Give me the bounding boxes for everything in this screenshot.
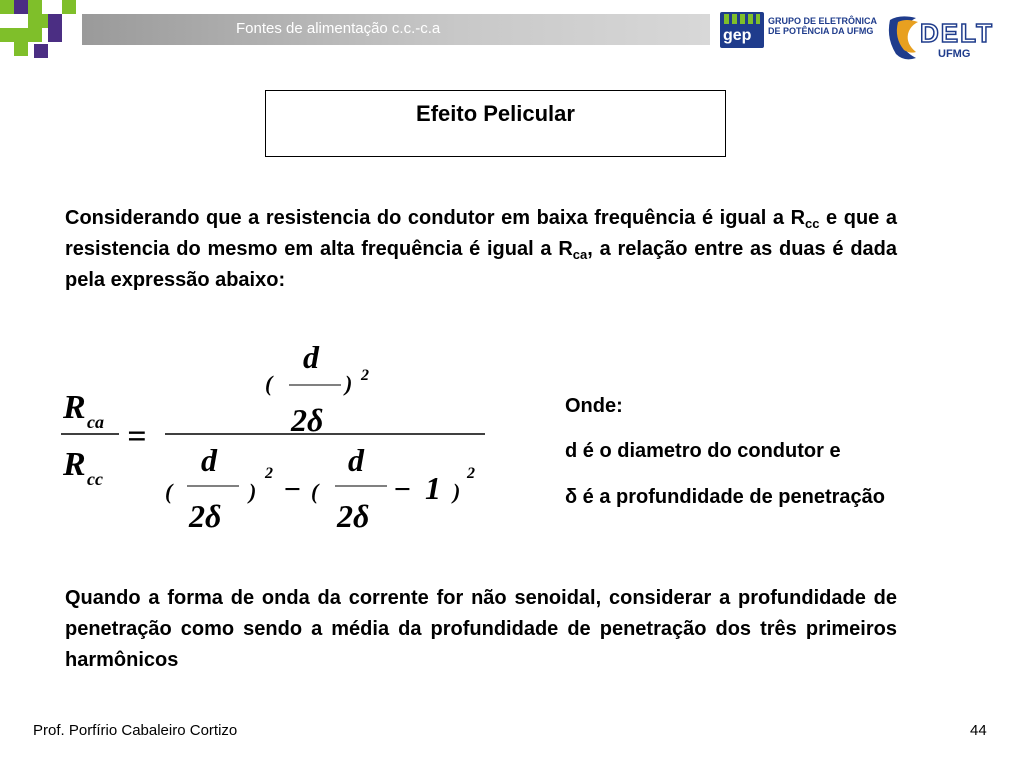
- svg-text:(: (: [165, 479, 173, 504]
- svg-text:cc: cc: [87, 469, 103, 489]
- header-title: Fontes de alimentação c.c.-c.a: [236, 20, 441, 37]
- svg-text:R: R: [63, 389, 86, 426]
- svg-text:R: R: [63, 446, 86, 483]
- svg-text:(: (: [265, 371, 273, 396]
- ufmg-logo: UFMG: [938, 48, 971, 60]
- svg-text:(: (: [311, 479, 319, 504]
- svg-text:2: 2: [361, 367, 369, 384]
- svg-text:=: =: [127, 418, 147, 455]
- svg-text:): ): [249, 479, 257, 504]
- svg-text:2δ: 2δ: [291, 402, 324, 438]
- svg-text:d: d: [348, 442, 364, 478]
- svg-text:2δ: 2δ: [337, 498, 370, 534]
- svg-text:−: −: [393, 473, 412, 506]
- closing-paragraph: Quando a forma de onda da corrente for não senoidal, considerar a profundidade de penetração como sendo a média da profundidade de penetração dos três primeiros harmônicos: [65, 587, 897, 671]
- svg-text:1: 1: [425, 470, 441, 506]
- onde-diameter-definition: d é o diametro do condutor e: [565, 440, 841, 462]
- slide-title-box: [265, 90, 726, 157]
- footer-author: Prof. Porfírio Cabaleiro Cortizo: [33, 722, 238, 739]
- intro-paragraph: Considerando que a resistencia do condutor em baixa frequência é igual a $R_{cc}$ e que a resistencia do mesmo em alta frequência é igual a $R_{ca}$, a relação entre as duas é dada pela expressão abaixo:: [65, 207, 897, 291]
- page-number: 44: [970, 722, 987, 739]
- svg-text:): ): [345, 371, 353, 396]
- svg-text:DELT: DELT: [920, 18, 994, 48]
- onde-depth-definition: δ é a profundidade de penetração: [565, 486, 885, 508]
- svg-text:2δ: 2δ: [189, 498, 222, 534]
- svg-text:ca: ca: [87, 412, 104, 432]
- svg-text:2: 2: [265, 465, 273, 482]
- onde-label: Onde:: [565, 395, 623, 417]
- svg-text:): ): [453, 479, 461, 504]
- svg-text:d: d: [201, 442, 217, 478]
- svg-text:2: 2: [467, 465, 475, 482]
- slide-title: Efeito Pelicular: [416, 101, 575, 126]
- svg-text:d: d: [303, 339, 319, 375]
- svg-text:−: −: [283, 473, 302, 506]
- skin-effect-equation: [55, 335, 495, 535]
